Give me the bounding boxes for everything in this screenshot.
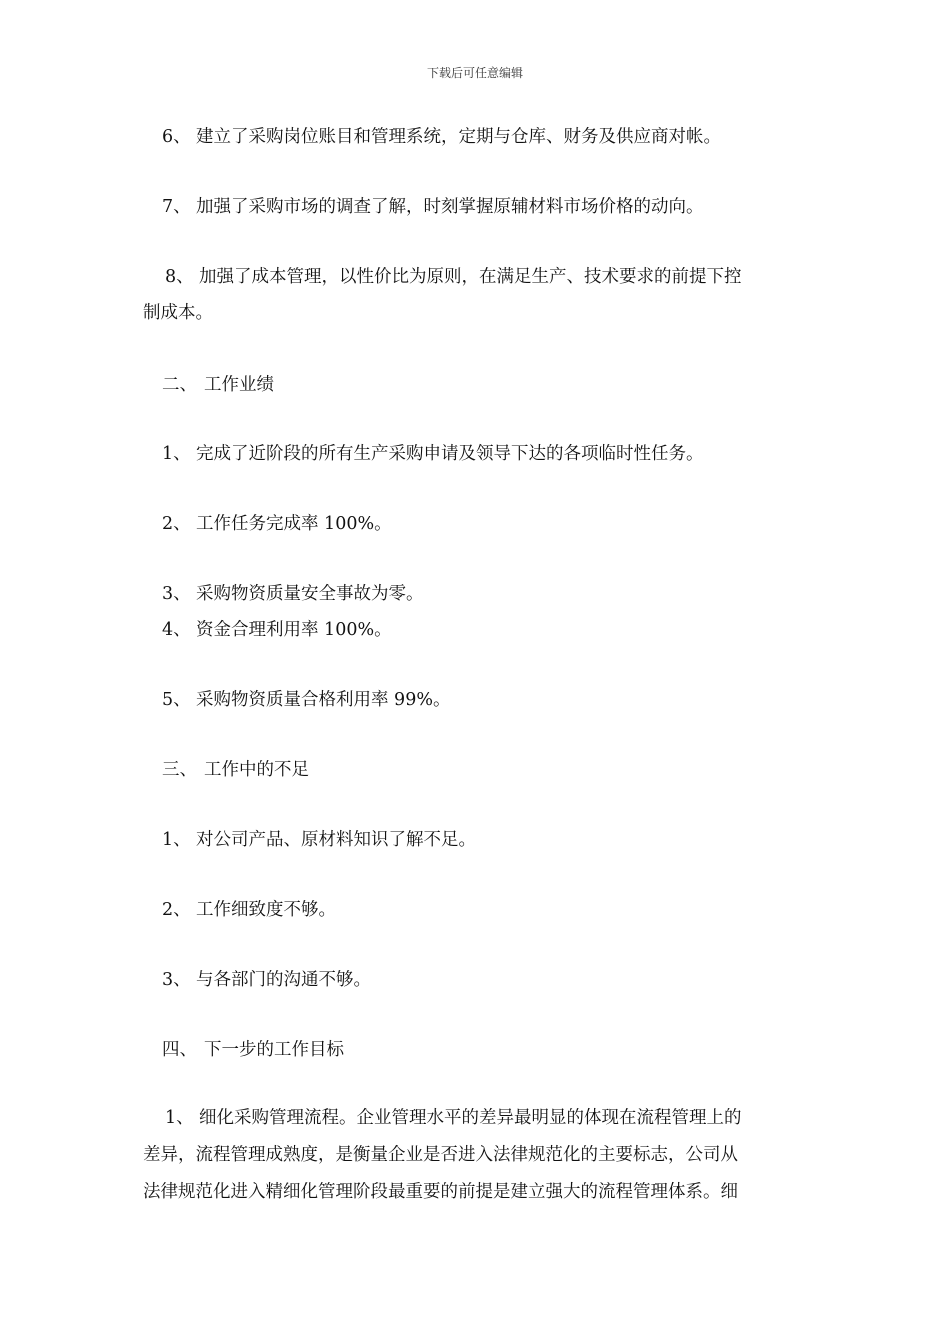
item-text: 加强了采购市场的调查了解，时刻掌握原辅材料市场价格的动向。 [196, 197, 704, 217]
item-number: 3、 [162, 970, 191, 990]
item-text: 细化采购管理流程。企业管理水平的差异最明显的体现在流程管理上的 [199, 1108, 742, 1128]
item-text: 与各部门的沟通不够。 [196, 970, 371, 990]
item-text: 建立了采购岗位账目和管理系统，定期与仓库、财务及供应商对帐。 [196, 127, 721, 147]
page-header: 下载后可任意编辑 [426, 66, 523, 80]
item-number: 1、 [162, 444, 191, 464]
section-title: 下一步的工作目标 [204, 1040, 344, 1060]
item-text: 工作细致度不够。 [196, 900, 336, 920]
section-number: 四、 [162, 1040, 197, 1060]
item-number: 3、 [162, 584, 191, 604]
item-text: 制成本。 [143, 303, 213, 323]
item-number: 2、 [162, 514, 191, 534]
item-number: 5、 [162, 690, 191, 710]
item-text: 工作任务完成率 100%。 [196, 514, 392, 534]
section-title: 工作中的不足 [204, 760, 309, 780]
item-text: 资金合理利用率 100%。 [196, 620, 392, 640]
section-number: 三、 [162, 760, 197, 780]
item-text: 采购物资质量合格利用率 99%。 [196, 690, 451, 710]
item-number: 6、 [162, 127, 191, 147]
item-text: 采购物资质量安全事故为零。 [196, 584, 424, 604]
item-number: 7、 [162, 197, 191, 217]
item-text: 法律规范化进入精细化管理阶段最重要的前提是建立强大的流程管理体系。细 [143, 1182, 738, 1202]
item-text: 对公司产品、原材料知识了解不足。 [196, 830, 476, 850]
item-number: 2、 [162, 900, 191, 920]
item-number: 1、 [162, 830, 191, 850]
section-title: 工作业绩 [204, 375, 274, 395]
item-text: 加强了成本管理，以性价比为原则，在满足生产、技术要求的前提下控 [199, 267, 742, 287]
item-text: 完成了近阶段的所有生产采购申请及领导下达的各项临时性任务。 [196, 444, 704, 464]
item-text: 差异，流程管理成熟度，是衡量企业是否进入法律规范化的主要标志，公司从 [143, 1145, 738, 1165]
item-number: 1、 [165, 1108, 194, 1128]
item-number: 4、 [162, 620, 191, 640]
item-number: 8、 [165, 267, 194, 287]
section-number: 二、 [162, 375, 197, 395]
